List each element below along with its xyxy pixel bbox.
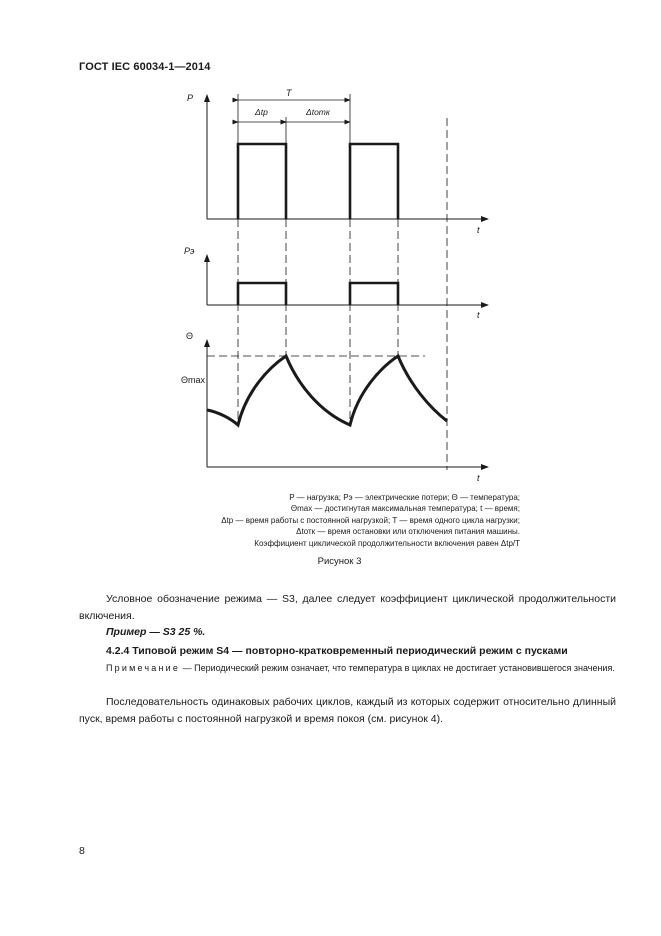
t-axis-label: t xyxy=(477,225,480,235)
loss-pulse xyxy=(238,283,286,305)
temperature-curve xyxy=(207,356,447,425)
theta-axis-label: Θ xyxy=(186,331,194,341)
legend-line: Коэффициент циклической продолжительности включения равен Δtр/T xyxy=(254,538,520,548)
figure-legend xyxy=(140,492,520,549)
note-text: — Периодический режим означает, что температура в циклах не достигает установившегося значения. xyxy=(180,663,615,673)
t-axis-label: t xyxy=(477,473,480,483)
legend-line: Δtотк — время остановки или отключения питания машины. xyxy=(296,527,520,537)
section-heading: 4.2.4 Типовой режим S4 — повторно-кратковременный периодический режим с пусками xyxy=(106,645,568,657)
legend-line: Δtр — время работы с постоянной нагрузкой; T — время одного цикла нагрузки; xyxy=(221,515,520,525)
load-pulse xyxy=(238,144,286,219)
paragraph-sequence: Последовательность одинаковых рабочих циклов, каждый из которых содержит относительно длинный пуск, время работы с постоянной нагрузкой и время покоя (см. рисунок 4). xyxy=(79,696,616,725)
T-label: T xyxy=(286,88,292,98)
page-number: 8 xyxy=(79,845,85,857)
dtp-label: Δtр xyxy=(255,107,268,117)
legend-line: Θmax — достигнутая максимальная температура; t — время; xyxy=(290,504,520,514)
pe-axis-label: Pэ xyxy=(184,246,195,256)
legend-line: P — нагрузка; Pэ — электрические потери; Θ — температура; xyxy=(289,493,520,502)
t-axis-label: t xyxy=(477,310,480,320)
dtotk-label: Δtотк xyxy=(306,107,330,117)
loss-pulse xyxy=(350,283,398,305)
note-block xyxy=(79,662,616,676)
p-axis-label: P xyxy=(187,93,194,103)
paragraph-designation: Условное обозначение режима — S3, далее следует коэффициент циклической продолжительности включения. xyxy=(79,593,616,622)
theta-max-label: Θmax xyxy=(181,375,206,385)
figure-caption: Рисунок 3 xyxy=(317,556,362,567)
load-pulse xyxy=(350,144,398,219)
document-header: ГОСТ IEC 60034-1—2014 xyxy=(79,61,211,73)
example-line: Пример — S3 25 %. xyxy=(106,626,206,638)
note-label: Примечание xyxy=(106,663,181,673)
